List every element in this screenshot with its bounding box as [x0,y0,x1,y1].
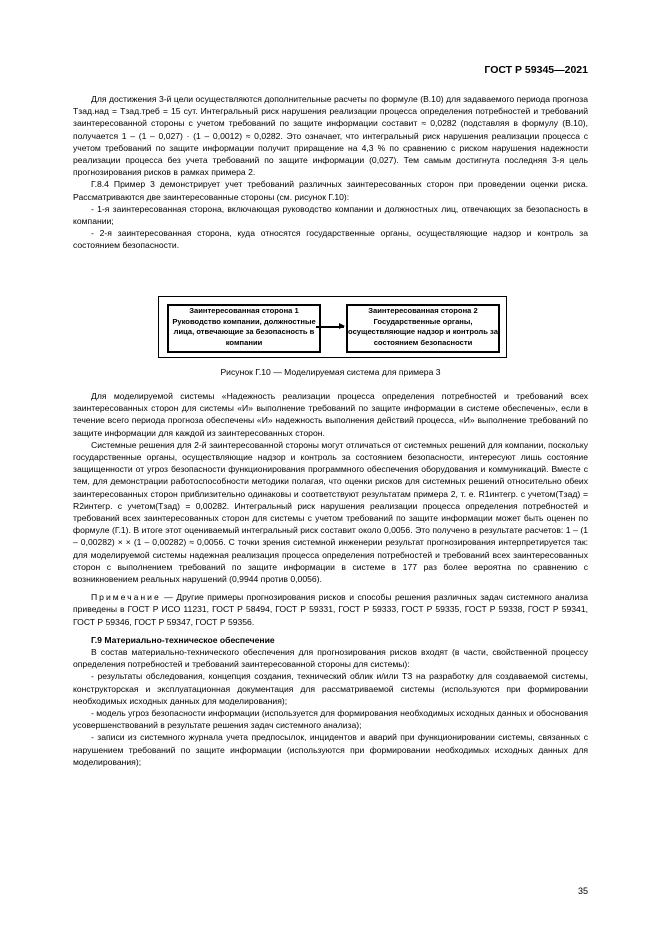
page-number: 35 [577,886,588,896]
figure-caption: Рисунок Г.10 — Моделируемая система для примера 3 [220,367,441,377]
arrow-icon [316,326,344,328]
note-label: Примечание [91,592,161,603]
list-item: - записи из системного журнала учета предпосылок, инцидентов и аварий при функционировании системы, связанных с нарушением требований по защите информации (используются при формировании необходимых исходных данных для моделирования); [73,732,588,767]
paragraph: Для моделируемой системы «Надежность реализации процесса определения потребностей и требований всех заинтересованных сторон для системы «И» выполнение требований по защите информации в системе обеспечены», если в течение всего периода прогноза обеспечены «И» надежность выполнения действий процесса, «И» выполнение требований по защите информации для каждой из заинтересованных сторон. [73,391,588,438]
paragraph: Для достижения 3-й цели осуществляются дополнительные расчеты по формуле (В.10) для задаваемого периода прогноза Tзад.над = Tзад.треб = 15 сут. Интегральный риск нарушения реализации процесса определения потребностей и требований заинтересованной стороны с учетом требований по защите информации составит ≈ 0,0282 (подставляя в формулу (В.10), получается 1 – (1 – 0,027) · (1 – 0,0012) ≈ 0,0282. Это означает, что интегральный риск нарушения реализации процесса с учетом требований по защите информации получит приращение на 4,3 % по сравнению с риском нарушения надежности реализации процесса без учета требований по защите информации (0,027). Тем самым достигнута последняя 3-я цель прогнозирования рисков в рамках примера 2. [73,94,588,178]
stakeholder-1-box: Заинтересованная сторона 1 Руководство компании, должностные лица, отвечающие за безопасность в компании [167,304,321,353]
stakeholder-2-box: Заинтересованная сторона 2 Государственные органы, осуществляющие надзор и контроль за состоянием безопасности [346,304,500,353]
paragraph: В состав материально-технического обеспечения для прогнозирования рисков входят (в части, свойственной процессу определения потребностей и требований заинтересованной стороны для системы): [73,647,588,670]
note [73,591,588,628]
document-header: ГОСТ Р 59345—2021 [484,64,588,76]
note-text: — Другие примеры прогнозирования рисков и способы решения различных задач системного анализа приведены в ГОСТ Р ИСО 11231, ГОСТ Р 58494, ГОСТ Р 59331, ГОСТ Р 59333, ГОСТ Р 59335, ГОСТ Р 59338, ГОСТ Р 59341, ГОСТ Р 59346, ГОСТ Р 59347, ГОСТ Р 59356. [73,592,588,627]
figure-diagram [158,296,507,358]
text-block-bottom [73,390,588,768]
list-item: - 2-я заинтересованная сторона, куда относятся государственные органы, осуществляющие надзор и контроль за состоянием безопасности. [73,228,588,251]
paragraph: Системные решения для 2-й заинтересованной стороны могут отличаться от системных решений для компании, поскольку государственные органы, осуществляющие надзор и контроль за состоянием безопасности, интересуют лишь состояние защищенности от угроз безопасности функционирования программного обеспечения оборудования и коммуникаций. Вместе с тем, для демонстрации работоспособности методики полагая, что оценки рисков для системных решений относительно обеих заинтересованных сторон приблизительно одинаковы и соответствуют результатам примера 2, т. е. R1интегр. с учетом(Tзад) = R2интегр. с учетом(Tзад) = 0,00282. Интегральный риск нарушения реализации процесса определения потребностей и требований всех заинтересованных сторон для системы с учетом требований по защите информации может быть оценен по формуле (Г.1). В итоге этот оцениваемый интегральный риск составит около 0,0056. Это получено в результате расчетов: 1 – (1 – 0,00282) × × (1 – 0,00282) ≈ 0,0056. С точки зрения системной инженерии результат прогнозирования интерпретируется так: для моделируемой системы надежная реализация процесса определения потребностей и требований всех заинтересованных сторон с выполнением требований по защите информации в системе в 177 раз более вероятна по сравнению с возникновением реальных нарушений (0,9944 против 0,0056). [73,439,588,585]
list-item: - модель угроз безопасности информации (используется для формирования необходимых исходных данных и обоснования усовершенствований в результате решения задач системного анализа); [73,708,588,731]
paragraph: Г.8.4 Пример 3 демонстрирует учет требований различных заинтересованных сторон при проведении оценки риска. Рассматриваются две заинтересованные стороны (см. рисунок Г.10): [73,179,588,202]
list-item: - 1-я заинтересованная сторона, включающая руководство компании и должностных лиц, отвечающих за безопасность в компании; [73,203,588,227]
list-item: - результаты обследования, концепция создания, технический облик и/или ТЗ на разработку для создаваемой системы, конструкторская и эксплуатационная документация для рассматриваемой системы (используются при формировании необходимых исходных данных для моделирования); [73,671,588,706]
section-heading: Г.9 Материально-техническое обеспечение [91,634,275,645]
text-block-top [73,93,588,252]
